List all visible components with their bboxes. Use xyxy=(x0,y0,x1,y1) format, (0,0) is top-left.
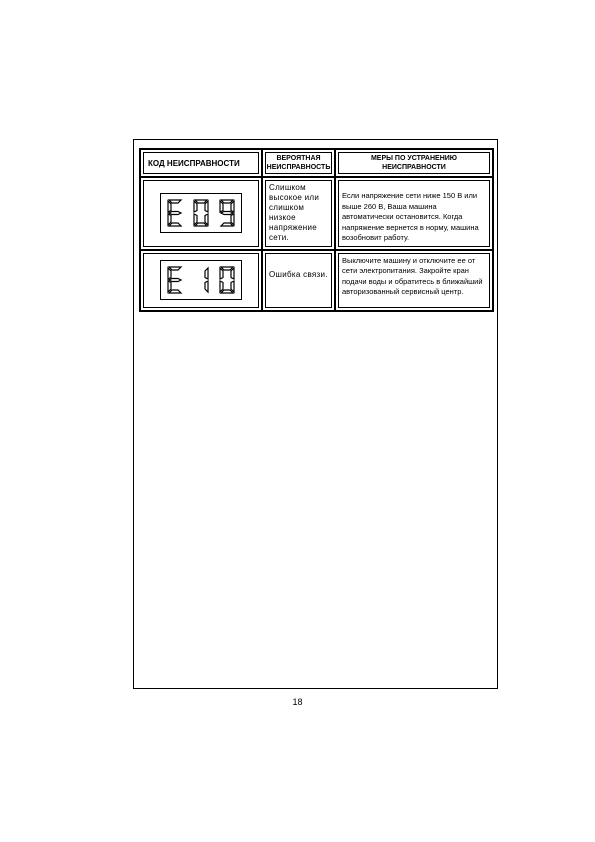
segment-0-d xyxy=(195,223,207,226)
error-code-table xyxy=(139,148,494,312)
header-code: КОД НЕИСПРАВНОСТИ xyxy=(143,152,259,174)
remedy-text: Выключите машину и отключите ее от сети электропитания. Закройте кран подачи воды и обратитесь в ближайший авторизованный сервисный центр. xyxy=(338,253,490,308)
segment-E-a xyxy=(169,267,181,270)
segment-9-c xyxy=(231,214,234,225)
segment-1-c xyxy=(205,281,208,292)
fault-cell xyxy=(262,177,335,250)
segment-E-a xyxy=(169,200,181,203)
page-number: 18 xyxy=(292,697,303,707)
table-header-row xyxy=(140,149,493,177)
segment-0-a xyxy=(195,200,207,203)
segment-0-a xyxy=(221,267,233,270)
segment-0-e xyxy=(194,214,197,225)
segment-9-a xyxy=(221,200,233,203)
remedy-cell xyxy=(335,177,493,250)
error-code-display-e10 xyxy=(162,263,240,297)
header-remedy-cell xyxy=(335,149,493,177)
segment-0-e xyxy=(220,281,223,292)
error-display xyxy=(160,193,242,233)
segment-E-d xyxy=(169,290,181,293)
segment-E-e xyxy=(168,214,171,225)
fault-text: Слишком высокое или слишком низкое напряжение сети. xyxy=(265,180,332,247)
code-cell xyxy=(140,250,262,311)
error-display xyxy=(160,260,242,300)
header-remedy: МЕРЫ ПО УСТРАНЕНИЮ НЕИСПРАВНОСТИ xyxy=(338,152,490,174)
segment-0-b xyxy=(205,201,208,212)
segment-0-f xyxy=(194,201,197,212)
segment-0-f xyxy=(220,268,223,279)
segment-9-f xyxy=(220,201,223,212)
segment-E-g xyxy=(169,212,181,215)
header-fault: ВЕРОЯТНАЯ НЕИСПРАВНОСТЬ xyxy=(265,152,332,174)
segment-0-c xyxy=(205,214,208,225)
segment-0-d xyxy=(221,290,233,293)
remedy-cell xyxy=(335,250,493,311)
code-cell xyxy=(140,177,262,250)
segment-E-e xyxy=(168,281,171,292)
segment-9-b xyxy=(231,201,234,212)
segment-E-d xyxy=(169,223,181,226)
segment-E-f xyxy=(168,201,171,212)
segment-0-c xyxy=(231,281,234,292)
segment-9-g xyxy=(221,212,233,215)
segment-E-g xyxy=(169,279,181,282)
fault-text: Ошибка связи. xyxy=(265,253,332,308)
error-code-display-e09 xyxy=(162,196,240,230)
remedy-text: Если напряжение сети ниже 150 В или выше 260 В, Ваша машина автоматически остановится. Когда напряжение вернется в норму, машина возобновит работу. xyxy=(338,180,490,247)
segment-9-d xyxy=(221,223,233,226)
table-row xyxy=(140,177,493,250)
segment-E-f xyxy=(168,268,171,279)
table-row xyxy=(140,250,493,311)
segment-1-b xyxy=(205,268,208,279)
header-fault-cell xyxy=(262,149,335,177)
header-code-cell xyxy=(140,149,262,177)
segment-0-b xyxy=(231,268,234,279)
fault-cell xyxy=(262,250,335,311)
